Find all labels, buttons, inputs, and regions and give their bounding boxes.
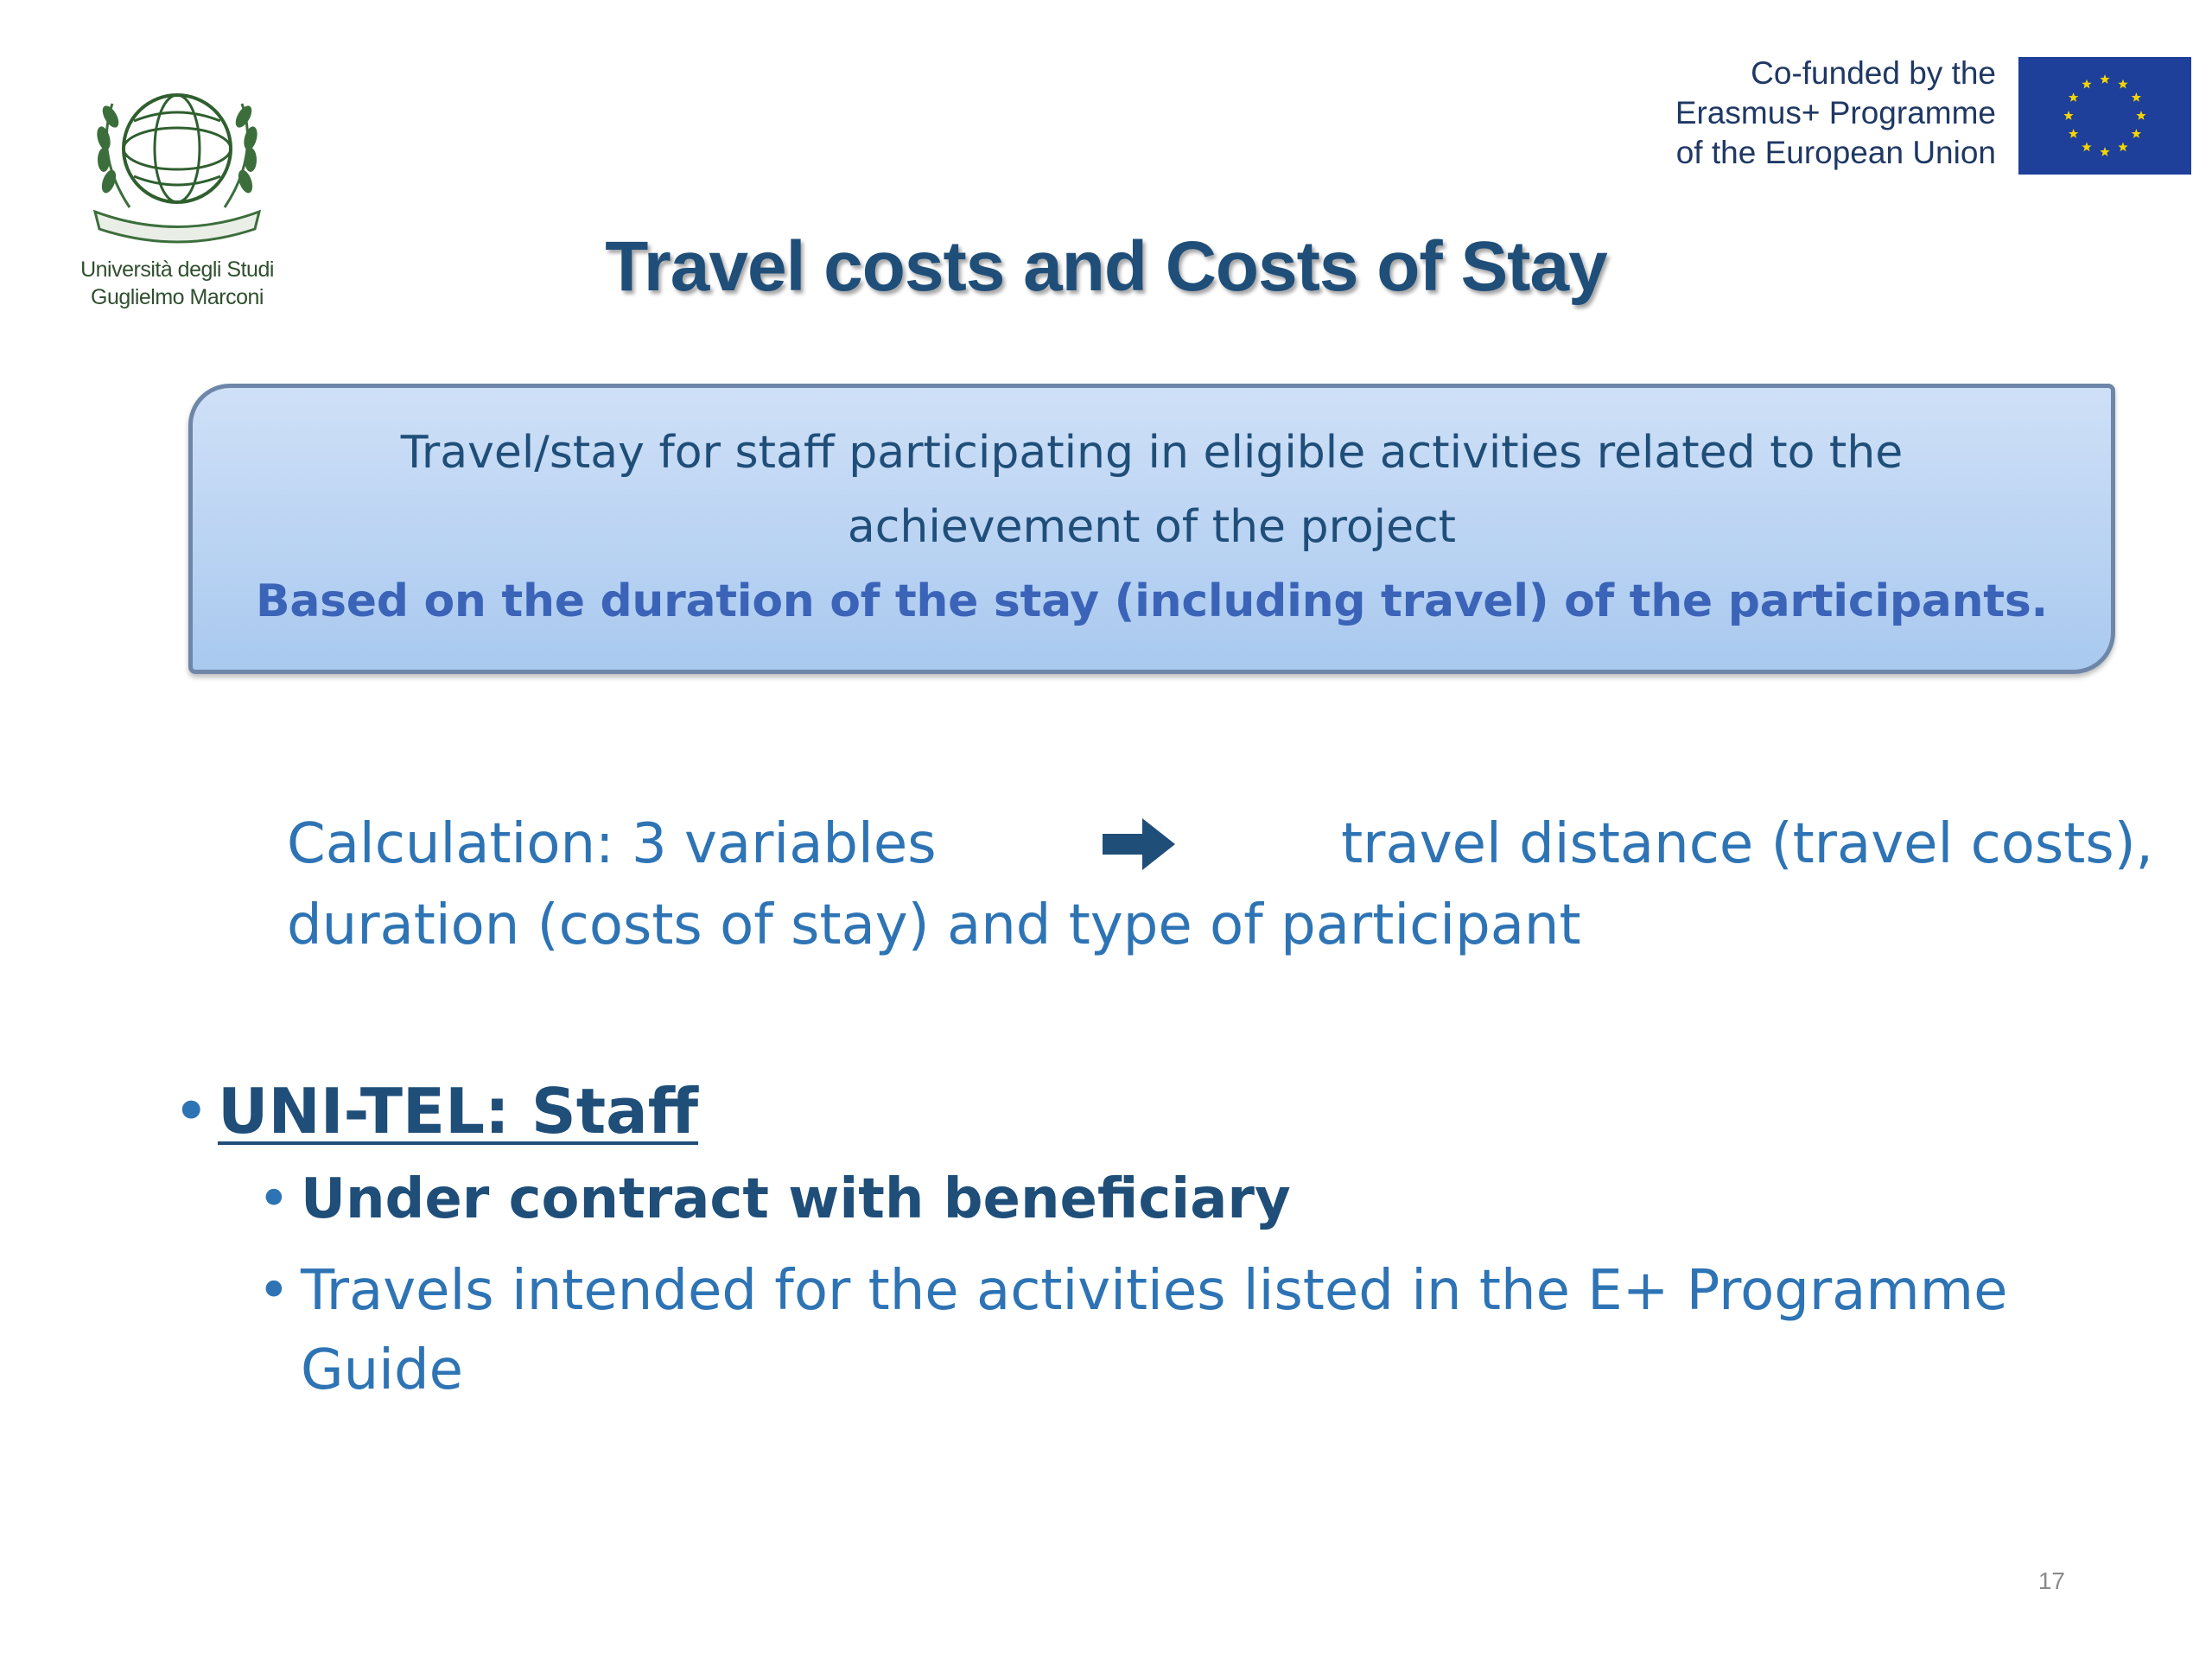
page-number: 17 [2037, 1567, 2065, 1594]
bullet-dot-icon: • [257, 1167, 290, 1231]
eu-line2: Erasmus+ Programme [1675, 95, 1996, 130]
info-box-line3: Based on the duration of the stay (including travel) of the participants. [256, 575, 2048, 627]
calculation-paragraph [287, 804, 2153, 966]
list-item [257, 1251, 2160, 1410]
info-box [188, 384, 2115, 674]
calculation-part2: travel distance (travel costs), [1341, 812, 2153, 876]
list-item [257, 1160, 2160, 1239]
list-item-text: Travels intended for the activities listed in the E+ Programme Guide [301, 1259, 2008, 1402]
info-box-line2: achievement of the project [847, 501, 1457, 553]
university-logo-icon [78, 69, 276, 251]
bullet-list [173, 1068, 2160, 1410]
eu-flag-icon [2018, 57, 2191, 175]
eu-line3: of the European Union [1675, 135, 1996, 170]
arrow-right-icon [1103, 818, 1175, 870]
eu-line1: Co-funded by the [1751, 55, 1996, 91]
slide-title: Travel costs and Costs of Stay [605, 227, 1607, 306]
bullet-dot-icon: • [173, 1075, 210, 1147]
list-item-text: Under contract with beneficiary [301, 1167, 1291, 1231]
bullet-heading [173, 1068, 2160, 1154]
info-box-line1: Travel/stay for staff participating in eligible activities related to the [400, 427, 1904, 479]
university-name-line1: Università degli Studi [80, 257, 274, 282]
eu-cofunded-text [1547, 54, 1996, 173]
bullet-heading-text: UNI-TEL: Staff [218, 1075, 699, 1147]
calculation-line2: duration (costs of stay) and type of participant [287, 893, 1581, 957]
calculation-part1: Calculation: 3 variables [287, 812, 937, 876]
university-name-line2: Guglielmo Marconi [91, 285, 264, 309]
bullet-dot-icon: • [257, 1259, 290, 1323]
